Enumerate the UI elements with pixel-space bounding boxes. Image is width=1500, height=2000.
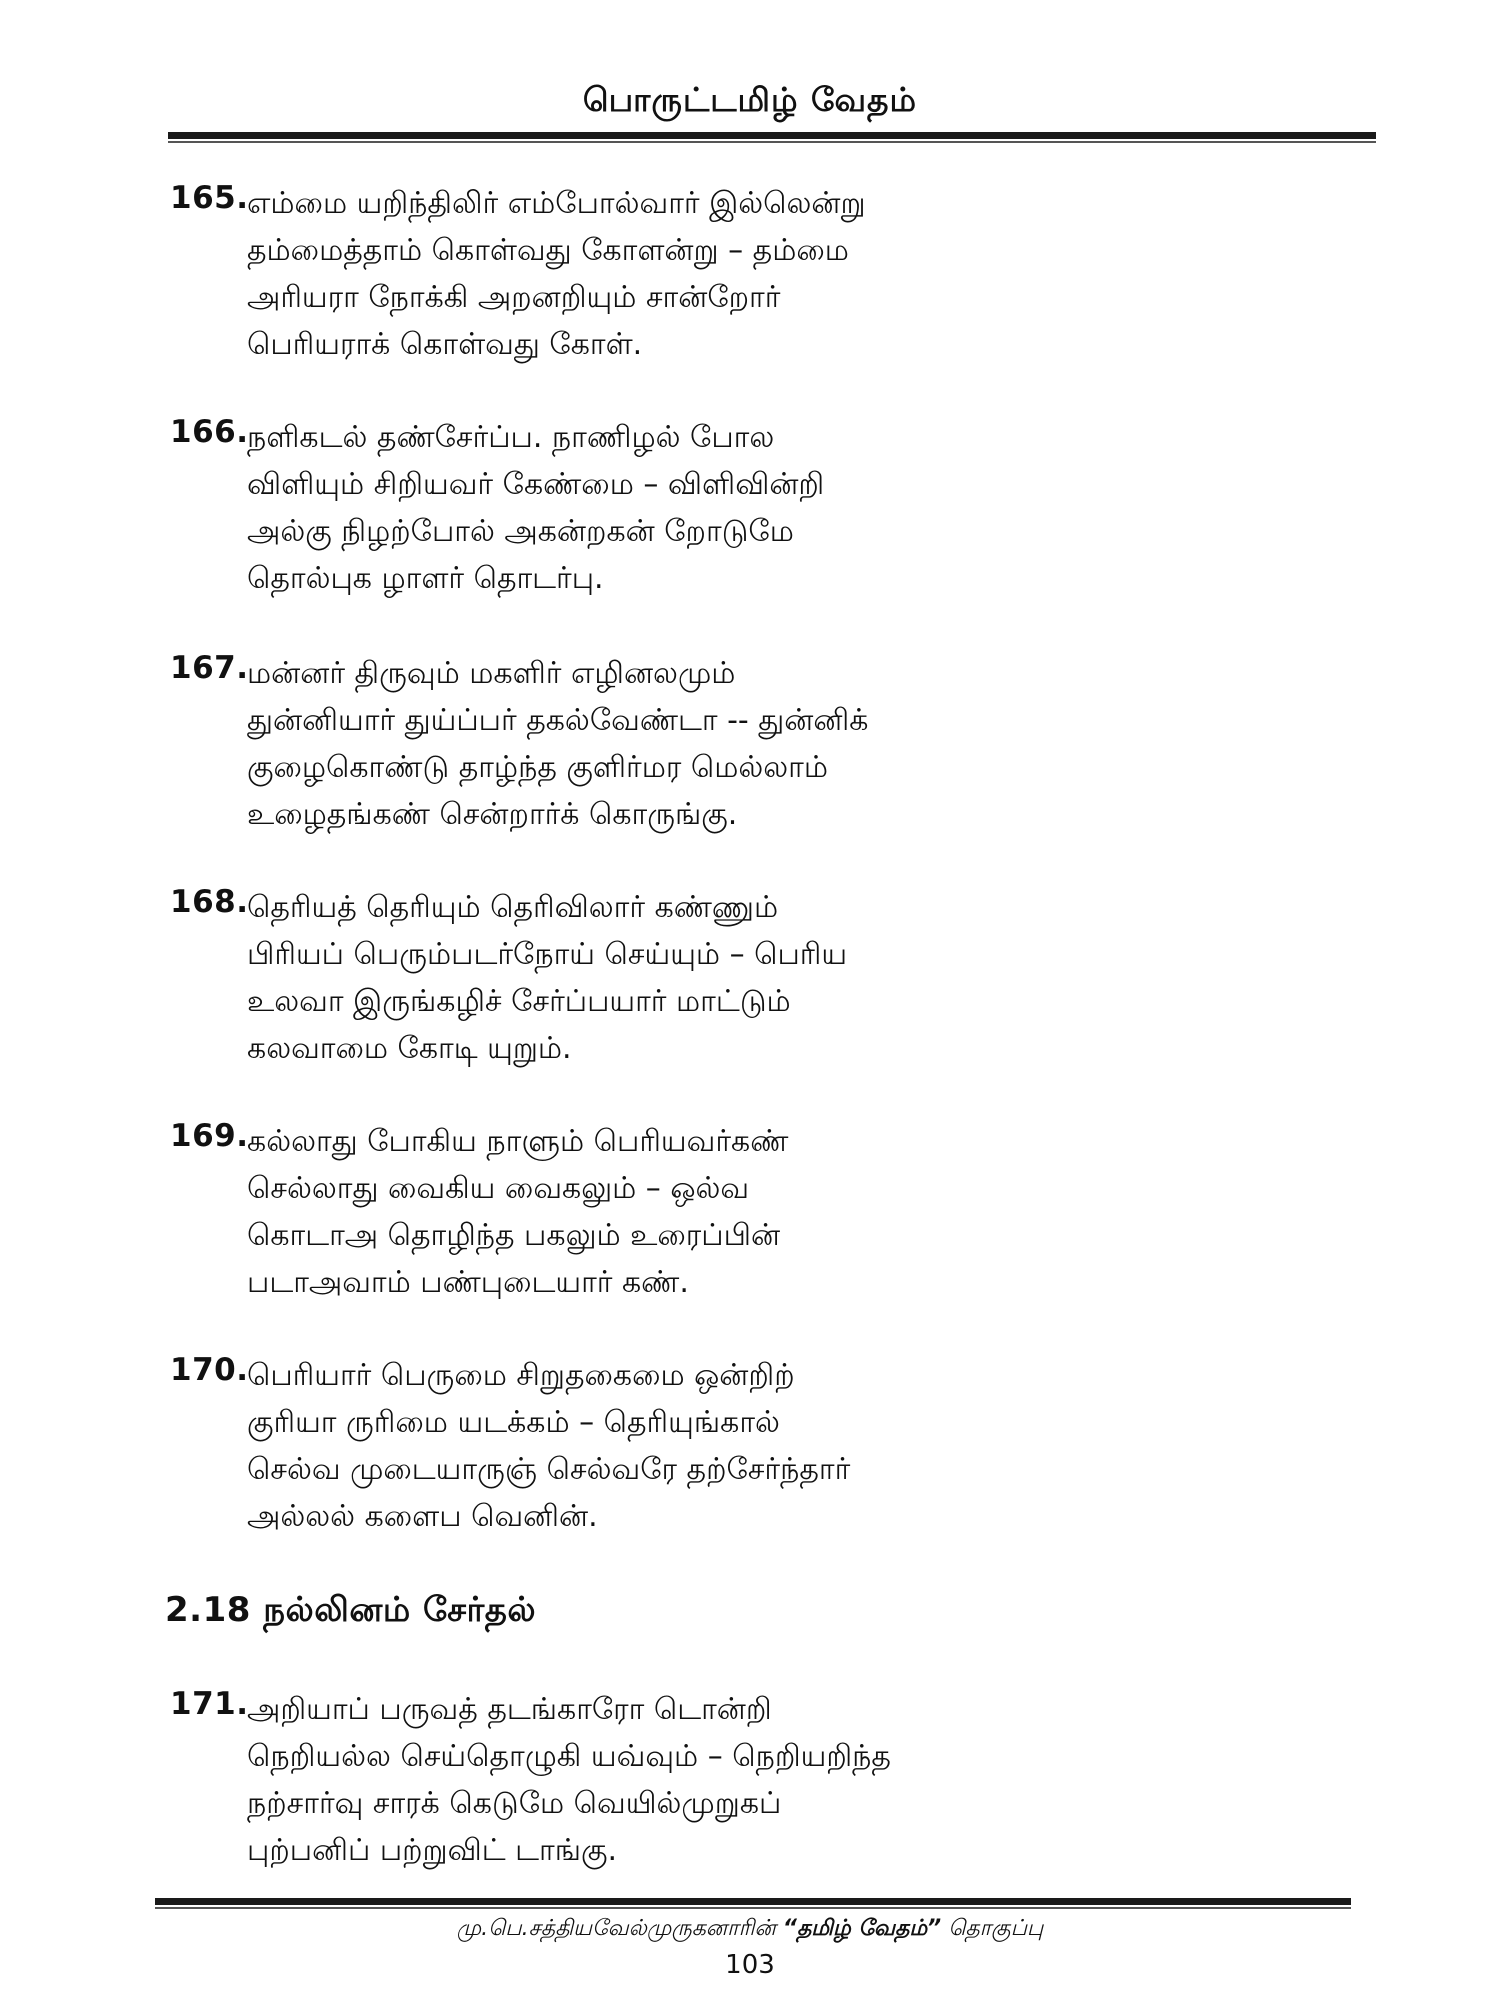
- section-heading: 2.18 நல்லினம் சேர்தல்: [165, 1590, 537, 1630]
- verse-number: 166.: [170, 414, 249, 450]
- verse-line: அறியாப் பருவத் தடங்காரோ டொன்றி: [247, 1692, 772, 1727]
- verse-line: குரியா ருரிமை யடக்கம் – தெரியுங்கால்: [247, 1405, 780, 1440]
- verse-line: செல்லாது வைகிய வைகலும் – ஒல்வ: [247, 1171, 750, 1206]
- verse-line: அல்லல் களைப வெனின்.: [247, 1499, 598, 1534]
- footer-credit: [0, 1916, 1500, 1944]
- verse-line: கலவாமை கோடி யுறும்.: [247, 1031, 572, 1066]
- verse-lines: [247, 650, 868, 838]
- verse-line: துன்னியார் துய்ப்பர் தகல்வேண்டா -- துன்னிக்: [247, 703, 869, 738]
- verse-lines: [247, 1352, 850, 1540]
- verse-lines: [247, 1686, 891, 1874]
- footer-prefix: மு.பெ.சத்தியவேல்முருகனாரின்: [456, 1916, 783, 1941]
- verse-line: மன்னர் திருவும் மகளிர் எழினலமும்: [247, 656, 736, 691]
- verse-line: எம்மை யறிந்திலிர் எம்போல்வார் இல்லென்று: [247, 186, 866, 221]
- page-number: 103: [725, 1950, 775, 1980]
- verse-line: அரியரா நோக்கி அறனறியும் சான்றோர்: [247, 280, 781, 315]
- verse-line: உலவா இருங்கழிச் சேர்ப்பயார் மாட்டும்: [247, 984, 791, 1019]
- verse-line: தம்மைத்தாம் கொள்வது கோளன்று – தம்மை: [247, 233, 849, 268]
- verse-lines: [247, 414, 824, 602]
- verse-line: தொல்புக ழாளர் தொடர்பு.: [247, 561, 604, 596]
- verse-lines: [247, 1118, 788, 1306]
- verse-line: செல்வ முடையாருஞ் செல்வரே தற்சேர்ந்தார்: [247, 1452, 851, 1487]
- verse-line: குழைகொண்டு தாழ்ந்த குளிர்மர மெல்லாம்: [247, 750, 829, 785]
- verse-lines: [247, 884, 847, 1072]
- footer-suffix: தொகுப்பு: [941, 1916, 1044, 1941]
- verse-line: பெரியார் பெருமை சிறுதகைமை ஒன்றிற்: [247, 1358, 795, 1393]
- verse-line: கல்லாது போகிய நாளும் பெரியவர்கண்: [247, 1124, 789, 1159]
- verse-lines: [247, 180, 866, 368]
- verse-line: அல்கு நிழற்போல் அகன்றகன் றோடுமே: [247, 514, 794, 549]
- verse-number: 171.: [170, 1686, 249, 1722]
- footer-book-title: “தமிழ் வேதம்”: [782, 1916, 942, 1941]
- verse-line: கொடாஅ தொழிந்த பகலும் உரைப்பின்: [247, 1218, 781, 1253]
- header-rule-thin: [168, 141, 1376, 143]
- verse-number: 168.: [170, 884, 249, 920]
- verse-number: 169.: [170, 1118, 249, 1154]
- verse-line: புற்பனிப் பற்றுவிட் டாங்கு.: [247, 1833, 618, 1868]
- verse-line: உழைதங்கண் சென்றார்க் கொருங்கு.: [247, 797, 738, 832]
- verse-number: 165.: [170, 180, 249, 216]
- page-header-title: பொருட்டமிழ் வேதம்: [582, 80, 918, 119]
- verse-line: பிரியப் பெரும்படர்நோய் செய்யும் – பெரிய: [247, 937, 848, 972]
- footer-rule-thin: [155, 1907, 1351, 1909]
- verse-line: படாஅவாம் பண்புடையார் கண்.: [247, 1265, 689, 1300]
- header-rule: [168, 132, 1376, 139]
- verse-line: பெரியராக் கொள்வது கோள்.: [247, 327, 643, 362]
- verse-number: 170.: [170, 1352, 249, 1388]
- verse-line: நளிகடல் தண்சேர்ப்ப. நாணிழல் போல: [247, 420, 775, 455]
- footer-rule: [155, 1898, 1351, 1905]
- verse-number: 167.: [170, 650, 249, 686]
- verse-line: விளியும் சிறியவர் கேண்மை – விளிவின்றி: [247, 467, 825, 502]
- verse-line: தெரியத் தெரியும் தெரிவிலார் கண்ணும்: [247, 890, 779, 925]
- verse-line: நற்சார்வு சாரக் கெடுமே வெயில்முறுகப்: [247, 1786, 782, 1821]
- verse-line: நெறியல்ல செய்தொழுகி யவ்வும் – நெறியறிந்த: [247, 1739, 891, 1774]
